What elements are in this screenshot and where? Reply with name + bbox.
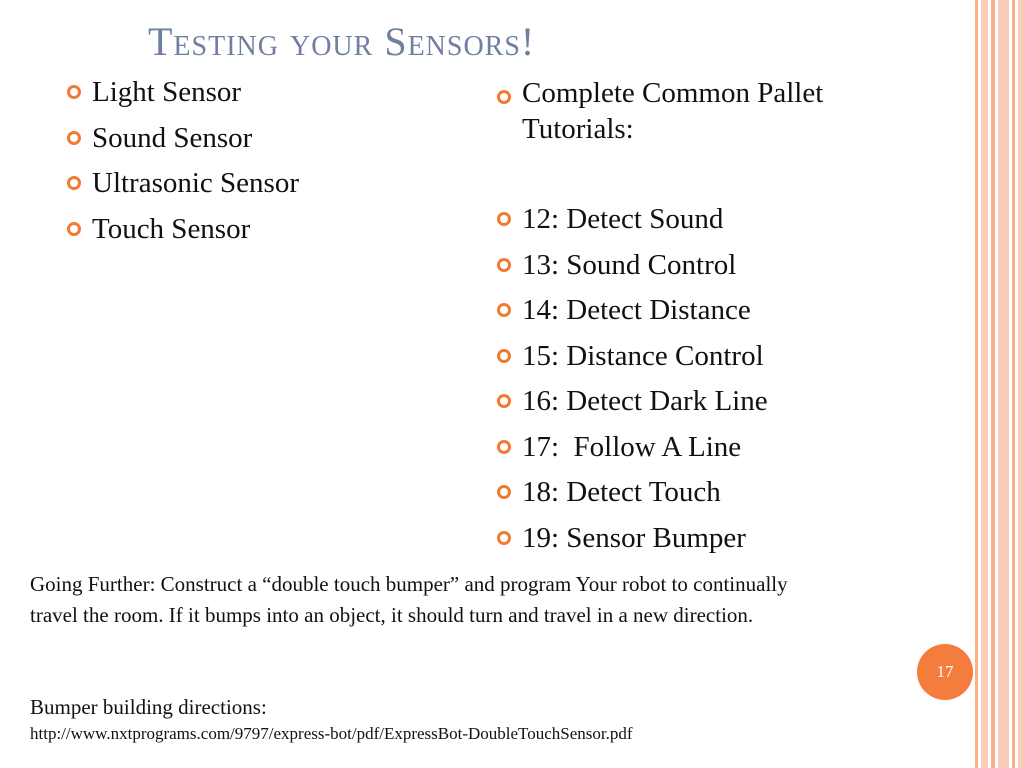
list-item-label: Light Sensor [92,76,242,108]
list-item [492,379,768,425]
list-item-label: Ultrasonic Sensor [92,167,299,199]
slide-title: Testing your Sensors! [148,19,536,64]
ring-bullet-icon [67,222,81,236]
ring-bullet-icon [497,485,511,499]
list-item [492,516,768,562]
ring-bullet-icon [497,531,511,545]
tutorials-heading: Complete Common Pallet Tutorials: [522,77,824,145]
decorative-stripe [1012,0,1015,768]
bumper-directions-link[interactable]: http://www.nxtprograms.com/9797/express-bot/pdf/ExpressBot-DoubleTouchSensor.pdf [30,724,633,743]
ring-bullet-icon [497,440,511,454]
ring-bullet-icon [497,303,511,317]
list-item [492,470,768,516]
list-item [492,334,768,380]
decorative-stripe [991,0,995,768]
going-further-text: Going Further: Construct a “double touch bumper” and program Your robot to continually travel the room. If it bumps into an object, it should turn and travel in a new direction. [30,572,788,627]
decorative-stripe [975,0,978,768]
ring-bullet-icon [497,349,511,363]
ring-bullet-icon [497,90,511,104]
page-number: 17 [936,662,954,681]
list-item-label: 18: Detect Touch [522,476,721,508]
sensor-list [62,70,299,252]
list-item-label: 14: Detect Distance [522,294,751,326]
list-item [492,197,768,243]
list-item-label: 16: Detect Dark Line [522,385,768,417]
page-number-badge [917,644,973,700]
ring-bullet-icon [497,394,511,408]
list-item [492,288,768,334]
ring-bullet-icon [497,258,511,272]
list-item [492,425,768,471]
ring-bullet-icon [67,131,81,145]
list-item-label: 12: Detect Sound [522,203,724,235]
list-item [62,116,299,162]
ring-bullet-icon [67,176,81,190]
list-item [62,161,299,207]
list-item [62,207,299,253]
decorative-stripe [1018,0,1024,768]
list-item-label: 15: Distance Control [522,339,764,372]
list-item [492,70,852,147]
tutorial-list [492,197,768,561]
ring-bullet-icon [67,85,81,99]
list-item-label: 13: Sound Control [522,248,737,281]
bumper-directions-label: Bumper building directions: [30,695,267,719]
list-item-label: 19: Sensor Bumper [522,521,746,554]
tutorials-heading-list [492,70,852,147]
list-item [62,70,299,116]
decorative-stripe [981,0,988,768]
list-item-label: Touch Sensor [92,212,251,245]
list-item [492,243,768,289]
ring-bullet-icon [497,212,511,226]
list-item-label: 17: Follow A Line [522,430,742,463]
decorative-stripe [998,0,1009,768]
list-item-label: Sound Sensor [92,121,253,154]
